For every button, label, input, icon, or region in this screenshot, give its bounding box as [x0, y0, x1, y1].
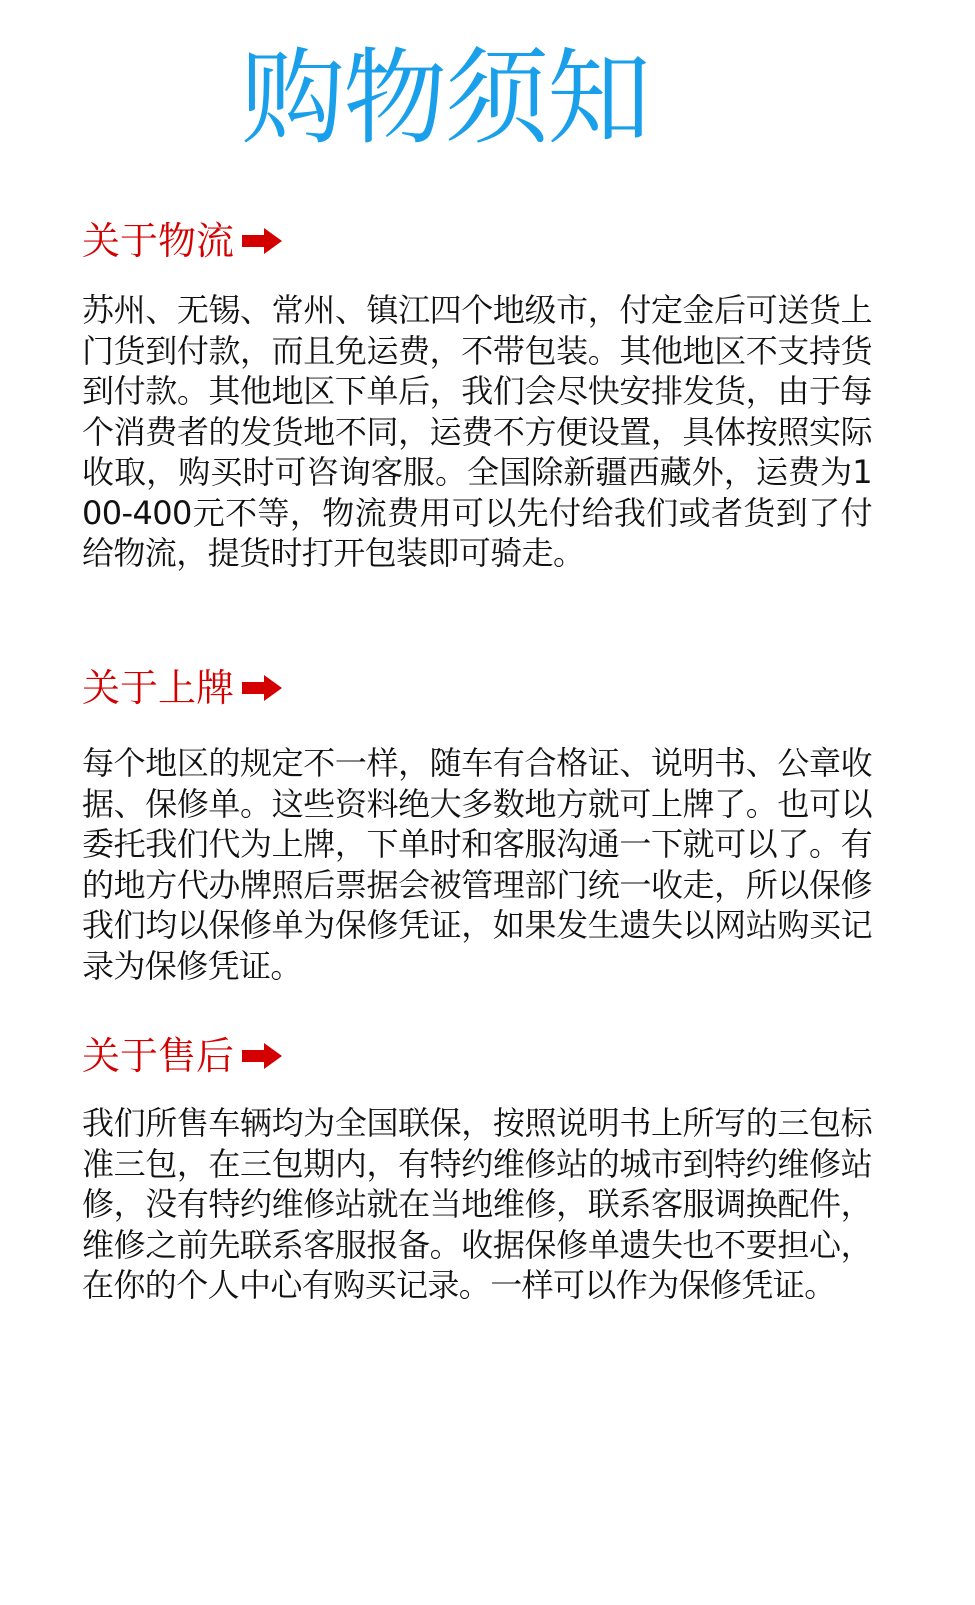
section-heading-registration: [82, 665, 282, 711]
section-heading-label: 关于物流: [82, 219, 235, 263]
section-heading-after-sales: [82, 1033, 282, 1079]
section-body-logistics: 苏州、无锡、常州、镇江四个地级市，付定金后可送货上门货到付款，而且免运费，不带包装。其他地区不支持货到付款。其他地区下单后，我们会尽快安排发货，由于每个消费者的发货地不同，运费不方便设置，具体按照实际收取，购买时可咨询客服。全国除新疆西藏外，运费为100-400元不等，物流费用可以先付给我们或者货到了付给物流，提货时打开包装即可骑走。: [82, 291, 872, 572]
right-arrow-icon: [242, 228, 282, 254]
section-heading-label: 关于售后: [82, 1034, 235, 1078]
section-heading-logistics: [82, 218, 282, 264]
section-body-registration: 每个地区的规定不一样，随车有合格证、说明书、公章收据、保修单。这些资料绝大多数地方就可上牌了。也可以委托我们代为上牌，下单时和客服沟通一下就可以了。有的地方代办牌照后票据会被管理部门统一收走，所以保修我们均以保修单为保修凭证，如果发生遗失以网站购买记录为保修凭证。: [82, 744, 872, 985]
right-arrow-icon: [242, 1043, 282, 1069]
section-heading-label: 关于上牌: [82, 666, 235, 710]
right-arrow-icon: [242, 675, 282, 701]
page-title: 购物须知: [240, 37, 649, 159]
section-body-after-sales: 我们所售车辆均为全国联保，按照说明书上所写的三包标准三包，在三包期内，有特约维修站的城市到特约维修站修，没有特约维修站就在当地维修，联系客服调换配件，维修之前先联系客服报备。收据保修单遗失也不要担心，在你的个人中心有购买记录。一样可以作为保修凭证。: [82, 1104, 872, 1304]
